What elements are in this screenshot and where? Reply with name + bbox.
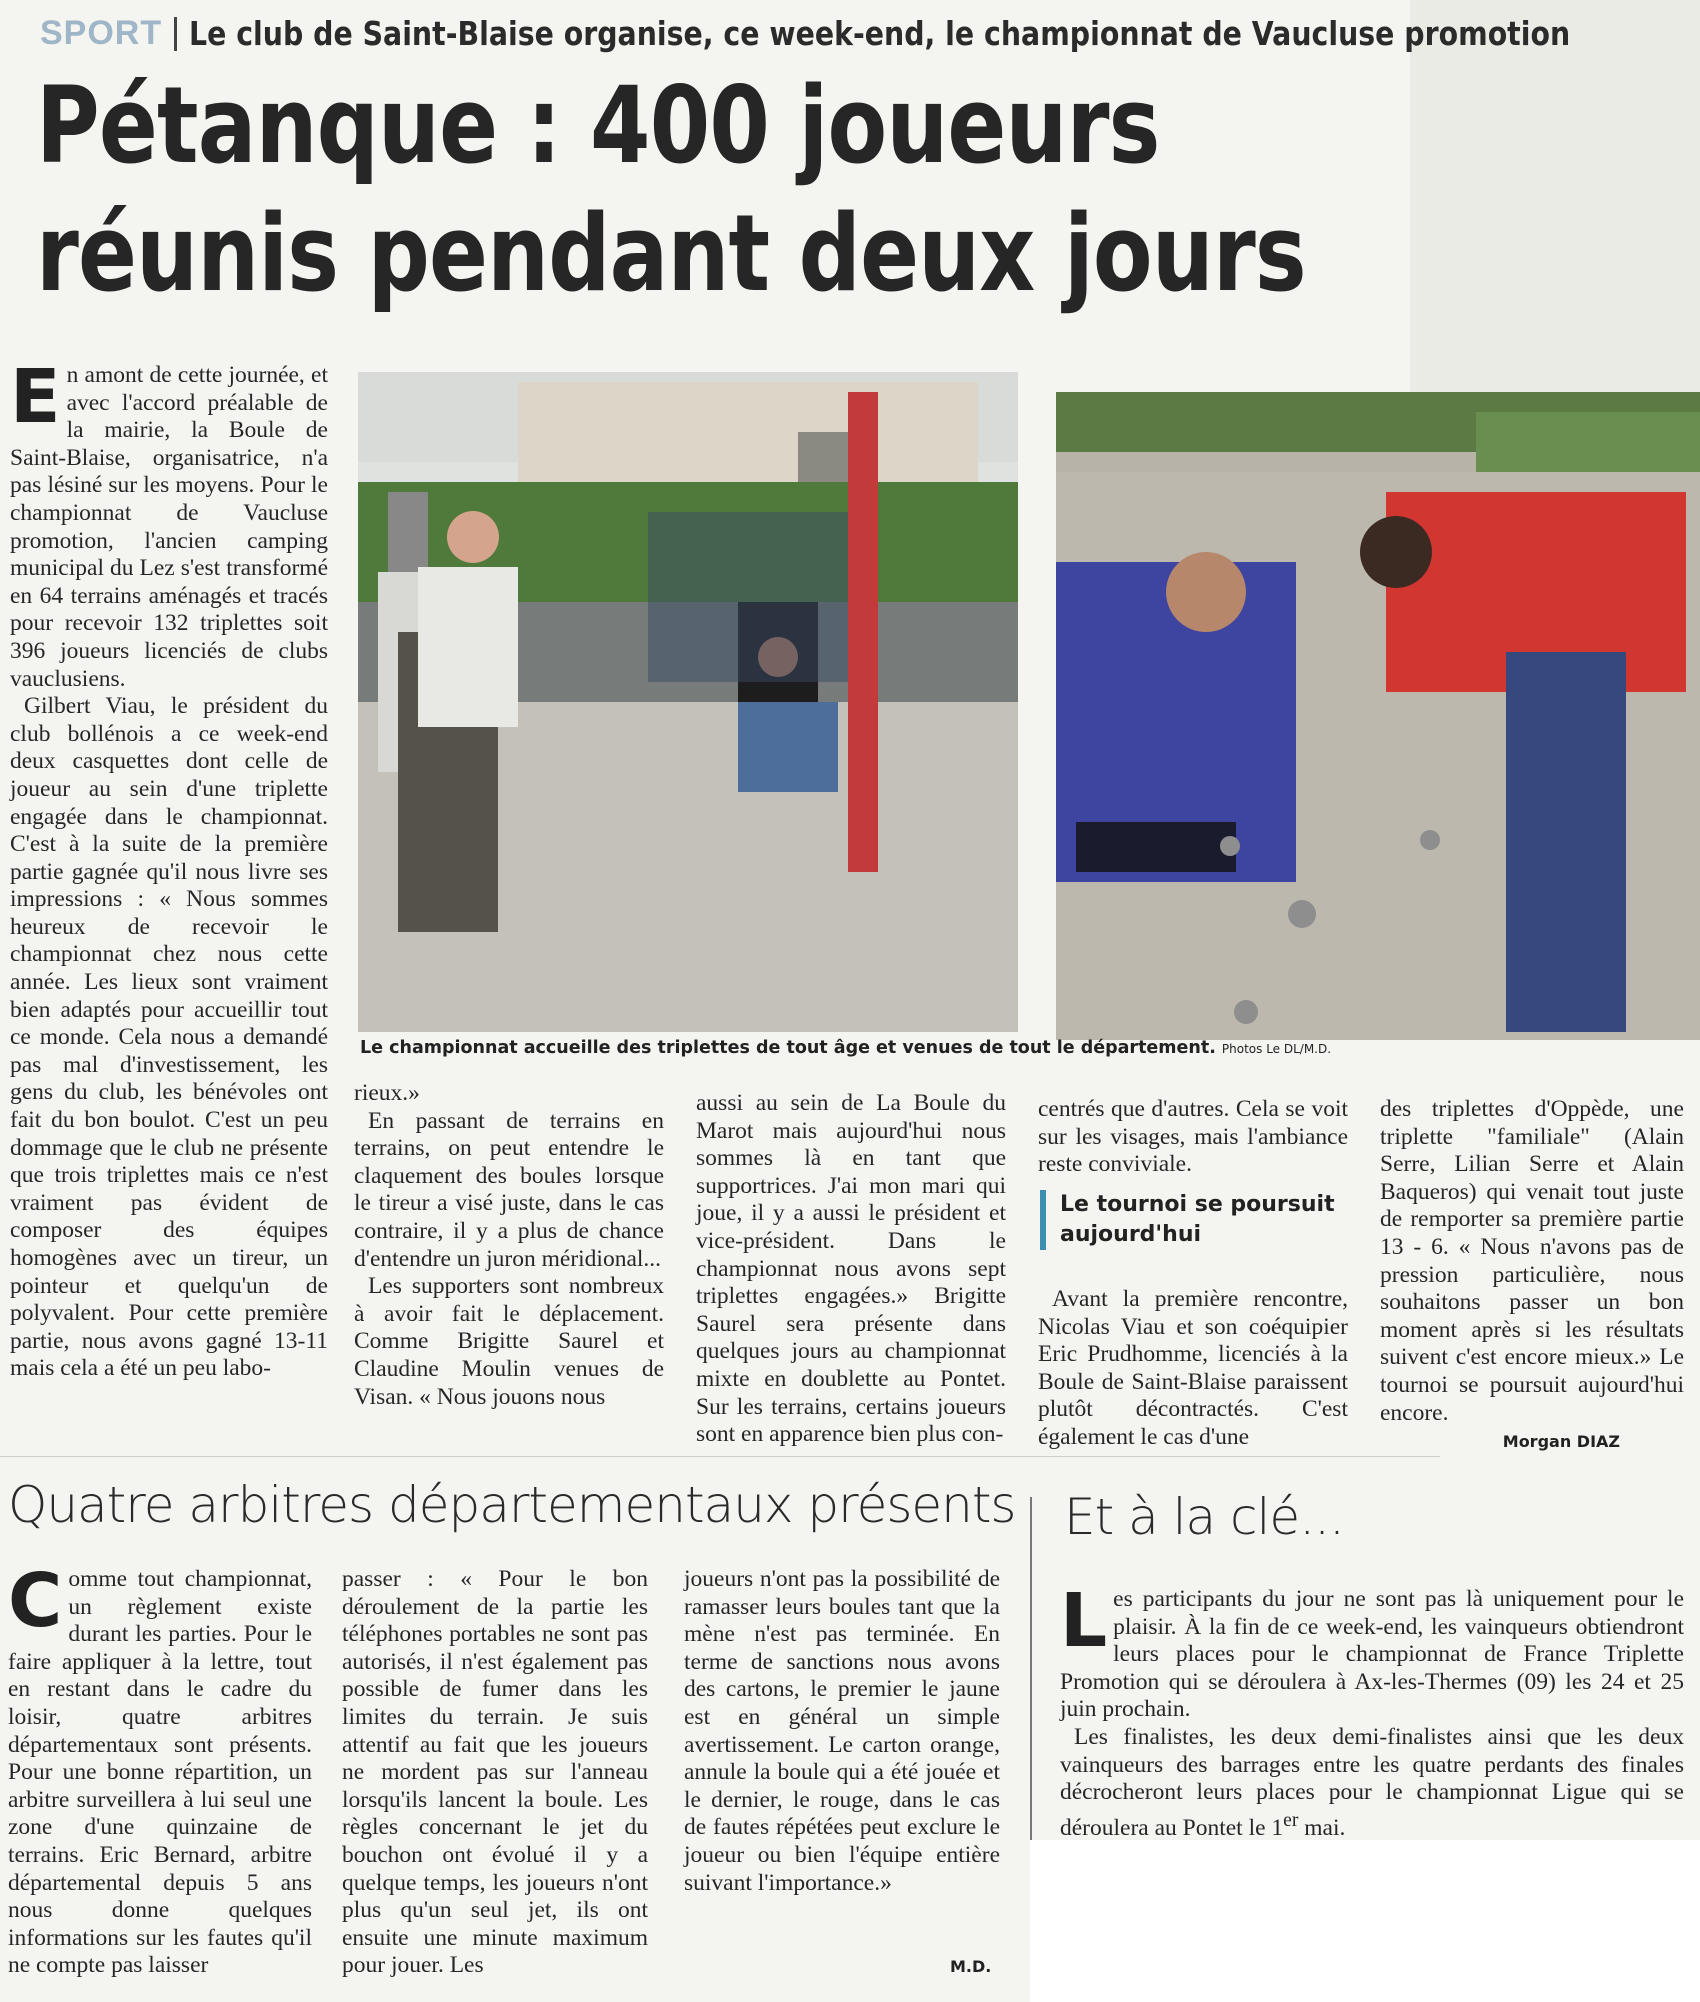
pointing-players-photo xyxy=(1056,392,1700,1040)
sidebar-title: Quatre arbitres départementaux présents xyxy=(8,1476,1016,1534)
sidebar-paragraph: joueurs n'ont pas la possibilité de ramasser leurs boules tant que la mène n'est pas terminée. En terme de sanctions nous avons des cartons, le premier le jaune est en général un simple avertissement. Le carton orange, annule la boule qui a été jouée et le dernier, le rouge, dans le cas de fautes répétées peut exclure le joueur ou bien l'équipe entière suivant l'importance.» xyxy=(684,1566,1000,1896)
kicker xyxy=(40,14,1571,64)
kicker-text: Le club de Saint-Blaise organise, ce week-end, le championnat de Vaucluse promotion xyxy=(189,14,1571,53)
article-paragraph: Les supporters sont nombreux à avoir fait le déplacement. Comme Brigitte Saurel et Claudine Moulin venues de Visan. « Nous jouons nous xyxy=(354,1273,664,1410)
sidebar-column-2 xyxy=(342,1566,648,1980)
article-paragraph: Gilbert Viau, le président du club bollénois a ce week-end deux casquettes dont celle de joueur au sein d'une triplette engagée dans le championnat. C'est à la suite de la première partie gagnée qu'il nous livre ses impressions : « Nous sommes heureux de recevoir le championnat chez nous cette année. Les lieux sont vraiment bien adaptés pour accueillir tout ce monde. Cela nous a demandé pas mal d'investissement, les gens du club, les bénévoles ont fait du bon boulot. C'est un peu dommage que le club ne présente que trois triplettes mais ce n'est vraiment pas évident de composer des équipes homogènes avec un tireur, un pointeur et quelqu'un de polyvalent. Pour cette première partie, nous avons gagné 13-11 mais cela a été un peu labo- xyxy=(10,693,328,1382)
sidebar-paragraph: passer : « Pour le bon déroulement de la partie les téléphones portables ne sont pas autorisés, il n'est également pas possible de fumer dans les limites du terrain. Je suis attentif au fait que les joueurs ne mordent pas sur l'anneau lorsqu'ils lancent la boule. Les règles concernant le jet du bouchon ont évolué il y a quelque temps, les joueurs n'ont plus qu'un seul jet, ils ont ensuite une minute maximum pour jouer. Les xyxy=(342,1566,648,1979)
article-column-4 xyxy=(1038,1096,1348,1179)
article-column-2 xyxy=(354,1080,664,1411)
article-paragraph: rieux.» xyxy=(354,1080,420,1106)
sidebar-paragraph: es participants du jour ne sont pas là uniquement pour le plaisir. À la fin de ce week-end, les vainqueurs obtiendront leurs places pour le championnat de France Triplette Promotion qui se déroulera à Ax-les-Thermes (09) les 24 et 25 juin prochain. xyxy=(1060,1586,1684,1723)
sidebar-paragraph: Les finalistes, les deux demi-finalistes ainsi que les deux vainqueurs des barrages entre les quatre perdants des finales décrocheront leurs places pour le championnat Ligue qui se déroulera au Pontet le 1 xyxy=(1060,1723,1684,1841)
dropcap: L xyxy=(1060,1578,1108,1664)
dropcap: E xyxy=(10,354,61,440)
article-paragraph: En passant de terrains en terrains, on peut entendre le claquement des boules lorsque le tireur a visé juste, dans le cas contraire, il y a plus de chance d'entendre un juron méridional... xyxy=(354,1107,664,1272)
sidebar-column-3 xyxy=(684,1566,1000,1897)
article-paragraph: aussi au sein de La Boule du Marot mais aujourd'hui nous sommes là en tant que supportrices. J'ai mon mari qui joue, il y a aussi le président et vice-président. Dans le championnat nous avons sept triplettes engagées.» Brigitte Saurel sera présente dans quelques jours au championnat mixte en doublette au Pontet. Sur les terrains, certains joueurs sont en apparence bien plus con- xyxy=(696,1090,1006,1448)
article-column-3 xyxy=(696,1090,1006,1449)
photo-credit: Photos Le DL/M.D. xyxy=(1221,1042,1332,1056)
article-column-5 xyxy=(1380,1096,1684,1427)
article-paragraph: Avant la première rencontre, Nicolas Viau et son coéquipier Eric Prudhomme, licenciés à la Boule de Saint-Blaise paraissent plutôt décontractés. C'est également le cas d'une xyxy=(1038,1286,1348,1450)
headline-line-1: Pétanque : 400 joueurs xyxy=(36,64,1160,187)
article-column-4b xyxy=(1038,1286,1348,1452)
dropcap: C xyxy=(8,1558,63,1644)
sidebar-byline: M.D. xyxy=(950,1957,992,1976)
sidebar2-body xyxy=(1060,1578,1684,1842)
ordinal-suffix: er xyxy=(1283,1809,1299,1831)
article-paragraph: centrés que d'autres. Cela se voit sur les visages, mais l'ambiance reste conviviale. xyxy=(1038,1096,1348,1178)
sidebar-column-1 xyxy=(8,1558,312,1980)
headline-line-2: réunis pendant deux jours xyxy=(36,192,1306,315)
article-paragraph: n amont de cette journée, et avec l'accord préalable de la mairie, la Boule de Saint-Blaise, organisatrice, n'a pas lésiné sur les moyens. Pour le championnat de Vaucluse promotion, l'ancien camping municipal du Lez s'est transformé en 64 terrains aménagés et tracés pour recevoir 132 triplettes soit 396 joueurs licenciés de clubs vauclusiens. xyxy=(10,362,328,692)
boules-players-photo xyxy=(358,372,1018,1032)
headline xyxy=(36,62,1306,318)
byline: Morgan DIAZ xyxy=(1502,1432,1620,1451)
subhead: Le tournoi se poursuit aujourd'hui xyxy=(1040,1190,1360,1250)
kicker-divider xyxy=(174,17,177,51)
blank-area xyxy=(1030,1840,1700,2002)
article-paragraph: des triplettes d'Oppède, une triplette "familiale" (Alain Serre, Lilian Serre et Alain Baqueros) qui venait tout juste de remporter sa première partie 13 - 6. « Nous n'avons pas de pression particulière, nous souhaitons passer un bon moment après si les résultats suivent c'est encore mieux.» Le tournoi se poursuit aujourd'hui encore. xyxy=(1380,1096,1684,1426)
sidebar-paragraph-end: mai. xyxy=(1298,1814,1346,1841)
sidebar-title: Et à la clé... xyxy=(1064,1488,1344,1546)
sidebar-paragraph: omme tout championnat, un règlement existe durant les parties. Pour le faire appliquer à la lettre, tout en restant dans le cadre du loisir, quatre arbitres départementaux sont présents. Pour une bonne répartition, un arbitre surveillera à lui seul une zone d'une quinzaine de terrains. Eric Bernard, arbitre départemental depuis 5 ans nous donne quelques informations sur les fautes qu'il ne compte pas laisser xyxy=(8,1566,312,1979)
section-label: SPORT xyxy=(40,14,163,52)
article-column-1 xyxy=(10,354,328,1383)
photo-caption: Le championnat accueille des triplettes de tout âge et venues de tout le département. Photos Le DL/M.D. xyxy=(360,1038,1332,1058)
divider xyxy=(0,1456,1440,1457)
